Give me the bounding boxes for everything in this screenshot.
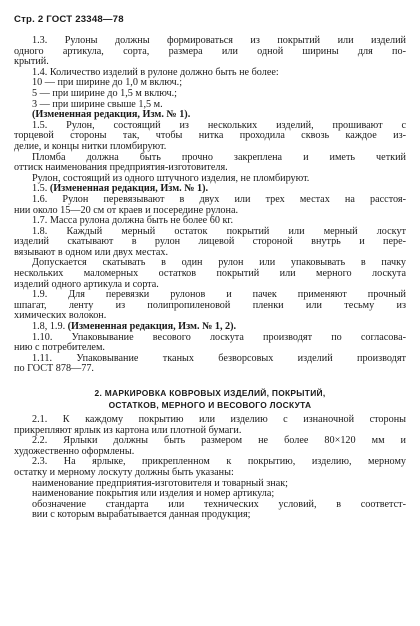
text-line: художественно оформлены.	[14, 445, 135, 457]
text-line: оттиск наименования предприятия-изготовителя.	[14, 162, 228, 174]
page-header: Стр. 2 ГОСТ 23348—78	[14, 14, 124, 25]
text-line: изделий одного артикула и сорта.	[14, 278, 159, 290]
text-line: (Измененная редакция, Изм. № 1).	[32, 109, 191, 121]
text-line: нии около 15—20 см от краев и посередине рулона.	[14, 204, 239, 216]
text-line: вии с которым вырабатывается данная продукция;	[32, 509, 251, 521]
text-line: Пломба должна быть прочно закреплена и иметь четкий	[32, 151, 406, 163]
text-line: наименование предприятия-изготовителя и товарный знак;	[32, 477, 288, 489]
text-line: 1.5. Рулон, состоящий из нескольких изделий, прошивают с	[32, 119, 406, 131]
text-line: одного артикула, сорта, размера или одной ширины для по-	[14, 45, 406, 57]
document-body	[14, 36, 406, 521]
text-line: крытий.	[14, 56, 49, 68]
text-line: 1.7. Масса рулона должна быть не более 60 кг.	[32, 215, 234, 227]
text-line: нию с потребителем.	[14, 342, 105, 354]
text-line: прикрепляют ярлык из картона или плотной бумаги.	[14, 424, 242, 436]
text-line: 1.8. Каждый мерный остаток покрытий или мерный лоскут	[32, 225, 406, 237]
text-line: 1.4. Количество изделий в рулоне должно быть не более:	[32, 66, 279, 78]
text-line-prefix: 1.5.	[32, 183, 50, 195]
text-line: наименование покрытия или изделия и номер артикула;	[32, 488, 275, 500]
section-2-heading-line-2: ОСТАТКОВ, МЕРНОГО И ВЕСОВОГО ЛОСКУТА	[108, 400, 312, 410]
text-line: шпагат, ленту из полипропиленовой пленки или тесьму из	[14, 299, 406, 311]
text-line: 5 — при ширине до 1,5 м включ.;	[32, 87, 177, 99]
text-line: остатку и мерному лоскуту должны быть указаны:	[14, 466, 234, 478]
text-line: химических волокон.	[14, 310, 107, 322]
text-line: торцевой стороны так, чтобы нитка проходила сквозь каждое из-	[14, 130, 406, 142]
text-line: 2.1. К каждому покрытию или изделию с изнаночной стороны	[32, 414, 406, 425]
text-line: по ГОСТ 878—77.	[14, 363, 94, 375]
text-line: изделий скатывают в рулон лицевой стороной внутрь и пере-	[14, 236, 406, 248]
text-line: Рулон, состоящий из одного штучного изделия, не пломбируют.	[32, 172, 310, 184]
amendment-note: (Измененная редакция, Изм. № 1).	[49, 183, 209, 195]
text-line: обозначение стандарта или технических условий, в соответст-	[32, 498, 406, 510]
text-line: 1.10. Упаковывание весового лоскута производят по согласова-	[32, 331, 406, 343]
text-line: делие, и концы нитки пломбируют.	[14, 140, 167, 152]
section-1-text	[14, 36, 406, 375]
text-line-prefix: 1.8, 1.9.	[32, 321, 68, 333]
text-line: 1.11. Упаковывание тканых безворсовых изделий производят	[32, 352, 406, 364]
text-line: вязывают в одном или двух местах.	[14, 246, 168, 258]
text-line: 1.9. Для перевязки рулонов и пачек применяют прочный	[32, 289, 406, 301]
text-line: 2.3. На ярлыке, прикрепленном к покрытию, изделию, мерному	[32, 456, 406, 468]
text-line: 1.3. Рулоны должны формироваться из покрытий или изделий	[32, 35, 406, 46]
text-line: нескольких маломерных остатков покрытий или мерного лоскута	[14, 268, 406, 280]
text-line: 10 — при ширине до 1,0 м включ.;	[32, 77, 183, 89]
text-line: Допускается скатывать в один рулон или упаковывать в пачку	[32, 257, 406, 269]
text-line: 2.2. Ярлыки должны быть размером не более 80×120 мм и	[32, 435, 406, 447]
section-2-heading-line-1: 2. МАРКИРОВКА КОВРОВЫХ ИЗДЕЛИЙ, ПОКРЫТИЙ,	[94, 388, 326, 398]
text-line: 1.6. Рулон перевязывают в двух или трех местах на расстоя-	[32, 193, 406, 205]
amendment-note: (Измененная редакция, Изм. № 1, 2).	[67, 321, 237, 333]
section-2-text	[14, 415, 406, 521]
text-line: 3 — при ширине свыше 1,5 м.	[32, 98, 163, 110]
